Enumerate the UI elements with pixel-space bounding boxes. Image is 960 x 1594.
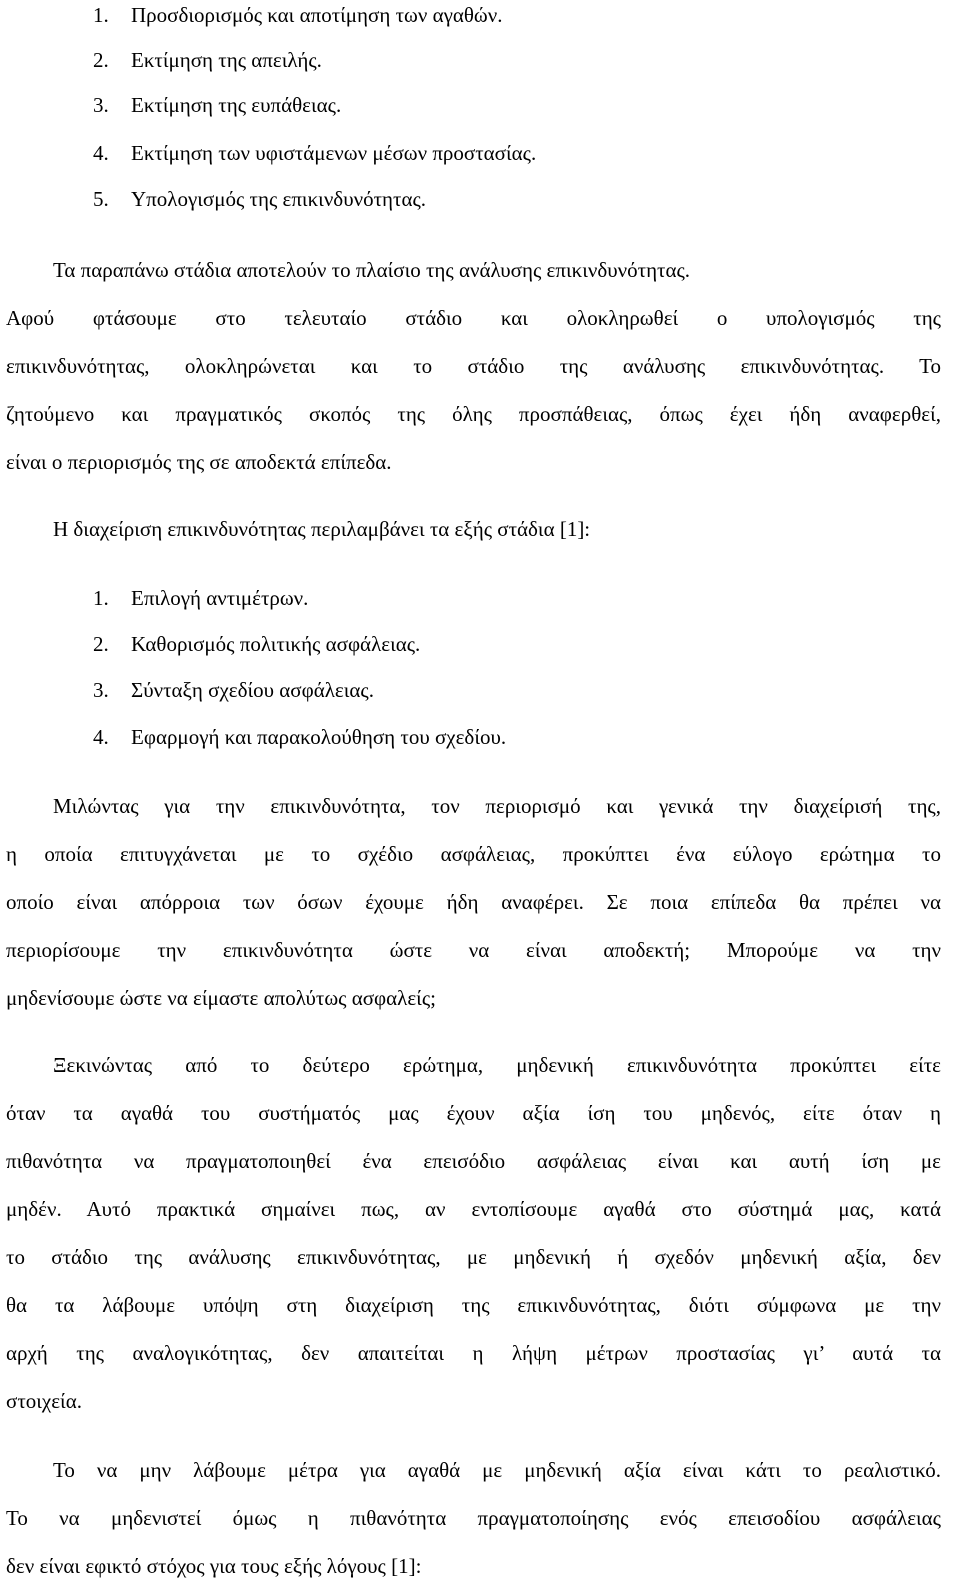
text-line: πιθανότητα να πραγματοποιηθεί ένα επεισόδιο ασφάλειας είναι και αυτή ίση με (6, 1149, 941, 1173)
text-line: μηδέν. Αυτό πρακτικά σημαίνει πως, αν εντοπίσουμε αγαθά στο σύστημά μας, κατά (6, 1197, 941, 1221)
text-line: Αφού φτάσουμε στο τελευταίο στάδιο και ολοκληρωθεί ο υπολογισμός της (6, 306, 941, 330)
text-line: περιορίσουμε την επικινδυνότητα ώστε να είναι αποδεκτή; Μπορούμε να την (6, 938, 941, 962)
text-line: Τα παραπάνω στάδια αποτελούν το πλαίσιο της ανάλυσης επικινδυνότητας. (53, 258, 691, 282)
text-line: Το να μηδενιστεί όμως η πιθανότητα πραγματοποίησης ενός επεισοδίου ασφάλειας (6, 1506, 941, 1530)
text-line: Μιλώντας για την επικινδυνότητα, τον περιορισμό και γενικά την διαχείρισή της, (53, 794, 941, 818)
text-line: το στάδιο της ανάλυσης επικινδυνότητας, με μηδενική ή σχεδόν μηδενική αξία, δεν (6, 1245, 941, 1269)
text-line: στοιχεία. (6, 1389, 82, 1413)
list-item: 5. Υπολογισμός της επικινδυνότητας. (93, 187, 427, 211)
list-item: 1. Επιλογή αντιμέτρων. (93, 586, 309, 610)
list-item: 1. Προσδιορισμός και αποτίμηση των αγαθών. (93, 3, 503, 27)
text-line: οποίο είναι απόρροια των όσων έχουμε ήδη αναφέρει. Σε ποια επίπεδα θα πρέπει να (6, 890, 941, 914)
text-line: μηδενίσουμε ώστε να είμαστε απολύτως ασφαλείς; (6, 986, 436, 1010)
text-line: ζητούμενο και πραγματικός σκοπός της όλης προσπάθειας, όπως έχει ήδη αναφερθεί, (6, 402, 941, 426)
text-line: είναι ο περιορισμός της σε αποδεκτά επίπεδα. (6, 450, 392, 474)
list-item: 2. Καθορισμός πολιτικής ασφάλειας. (93, 632, 421, 656)
list-item: 3. Εκτίμηση της ευπάθειας. (93, 93, 342, 117)
text-line: δεν είναι εφικτό στόχος για τους εξής λόγους [1]: (6, 1554, 422, 1578)
text-line: θα τα λάβουμε υπόψη στη διαχείριση της επικινδυνότητας, διότι σύμφωνα με την (6, 1293, 941, 1317)
list-item: 4. Εκτίμηση των υφιστάμενων μέσων προστασίας. (93, 141, 537, 165)
text-line: αρχή της αναλογικότητας, δεν απαιτείται η λήψη μέτρων προστασίας γι’ αυτά τα (6, 1341, 941, 1365)
text-line: Ξεκινώντας από το δεύτερο ερώτημα, μηδενική επικινδυνότητα προκύπτει είτε (53, 1053, 941, 1077)
text-line: όταν τα αγαθά του συστήματός μας έχουν αξία ίση του μηδενός, είτε όταν η (6, 1101, 941, 1125)
section-intro: Η διαχείριση επικινδυνότητας περιλαμβάνει τα εξής στάδια [1]: (53, 517, 591, 541)
list-item: 2. Εκτίμηση της απειλής. (93, 48, 322, 72)
text-line: επικινδυνότητας, ολοκληρώνεται και το στάδιο της ανάλυσης επικινδυνότητας. Το (6, 354, 941, 378)
list-item: 4. Εφαρμογή και παρακολούθηση του σχεδίου. (93, 725, 507, 749)
text-line: η οποία επιτυγχάνεται με το σχέδιο ασφάλειας, προκύπτει ένα εύλογο ερώτημα το (6, 842, 941, 866)
list-item: 3. Σύνταξη σχεδίου ασφάλειας. (93, 678, 374, 702)
text-line: Το να μην λάβουμε μέτρα για αγαθά με μηδενική αξία είναι κάτι το ρεαλιστικό. (53, 1458, 941, 1482)
